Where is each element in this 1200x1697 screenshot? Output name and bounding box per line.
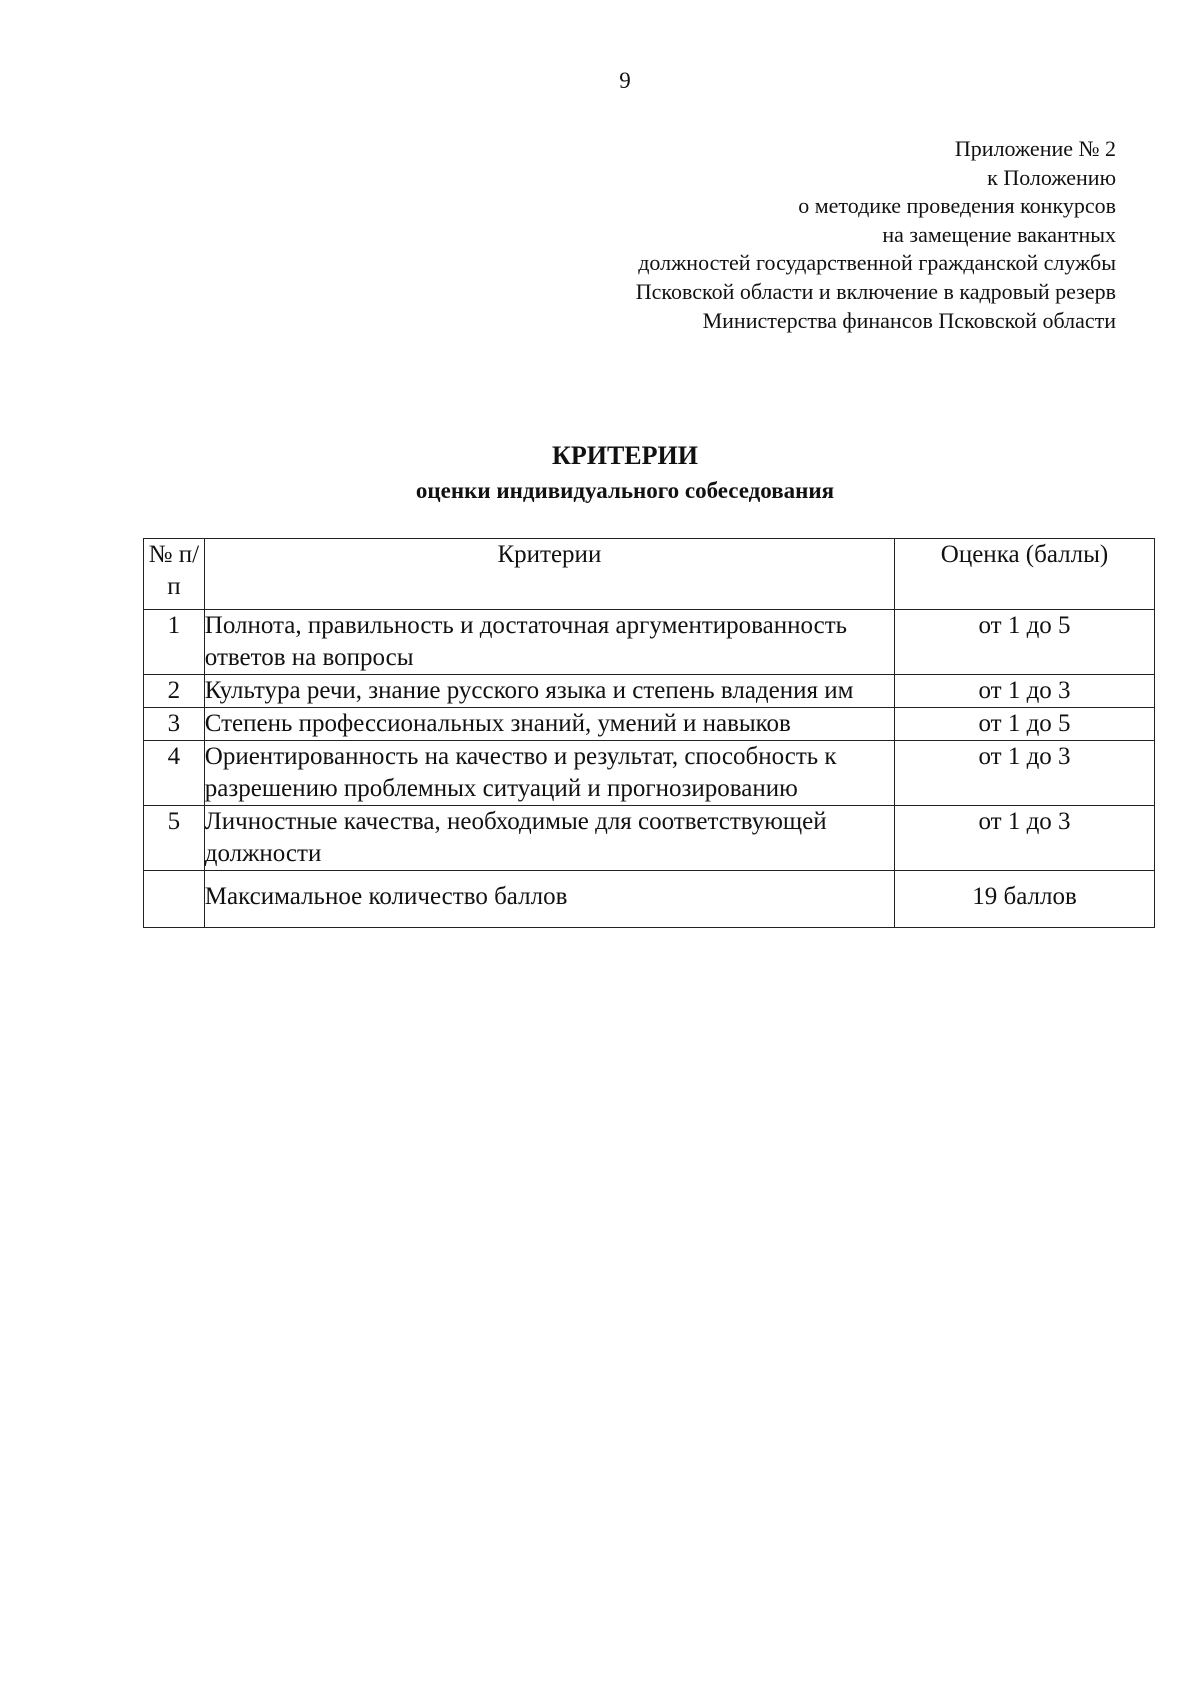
table-header-row bbox=[144, 539, 1155, 610]
row-criteria: Степень профессиональных знаний, умений и навыков bbox=[204, 708, 894, 741]
row-score: от 1 до 5 bbox=[895, 610, 1155, 675]
row-score: от 1 до 3 bbox=[895, 741, 1155, 806]
appendix-line: к Положению bbox=[987, 164, 1116, 190]
table-total-row bbox=[144, 871, 1155, 928]
header-number: № п/п bbox=[144, 539, 205, 610]
table-row bbox=[144, 806, 1155, 871]
table-row bbox=[144, 675, 1155, 708]
total-score: 19 баллов bbox=[895, 871, 1155, 928]
appendix-line: Приложение № 2 bbox=[954, 136, 1116, 161]
appendix-line: Псковской области и включение в кадровый резерв bbox=[635, 278, 1116, 304]
page-number: 9 bbox=[619, 68, 631, 93]
row-score: от 1 до 3 bbox=[895, 806, 1155, 871]
row-criteria: Культура речи, знание русского языка и степень владения им bbox=[204, 675, 894, 708]
header-score: Оценка (баллы) bbox=[895, 539, 1155, 610]
table-row bbox=[144, 610, 1155, 675]
document-title: КРИТЕРИИ bbox=[552, 441, 698, 470]
row-number: 1 bbox=[144, 610, 205, 675]
appendix-line: на замещение вакантных bbox=[882, 221, 1116, 247]
row-score: от 1 до 5 bbox=[895, 708, 1155, 741]
document-subtitle: оценки индивидуального собеседования bbox=[415, 478, 835, 503]
row-number: 2 bbox=[144, 675, 205, 708]
table-row bbox=[144, 708, 1155, 741]
row-criteria: Ориентированность на качество и результат, способность к разрешению проблемных ситуаций и прогнозированию bbox=[204, 741, 894, 806]
appendix-line: Министерства финансов Псковской области bbox=[702, 307, 1116, 333]
criteria-table bbox=[143, 538, 1155, 928]
total-number bbox=[144, 871, 205, 928]
row-number: 3 bbox=[144, 708, 205, 741]
row-score: от 1 до 3 bbox=[895, 675, 1155, 708]
table-row bbox=[144, 741, 1155, 806]
header-criteria: Критерии bbox=[204, 539, 894, 610]
total-label: Максимальное количество баллов bbox=[204, 871, 894, 928]
row-number: 4 bbox=[144, 741, 205, 806]
appendix-line: о методике проведения конкурсов bbox=[798, 193, 1116, 219]
appendix-line: должностей государственной гражданской службы bbox=[638, 250, 1116, 276]
document-title-block bbox=[0, 440, 1200, 507]
appendix-reference bbox=[636, 135, 1116, 335]
row-criteria: Полнота, правильность и достаточная аргументированность ответов на вопросы bbox=[204, 610, 894, 675]
row-criteria: Личностные качества, необходимые для соответствующей должности bbox=[204, 806, 894, 871]
row-number: 5 bbox=[144, 806, 205, 871]
